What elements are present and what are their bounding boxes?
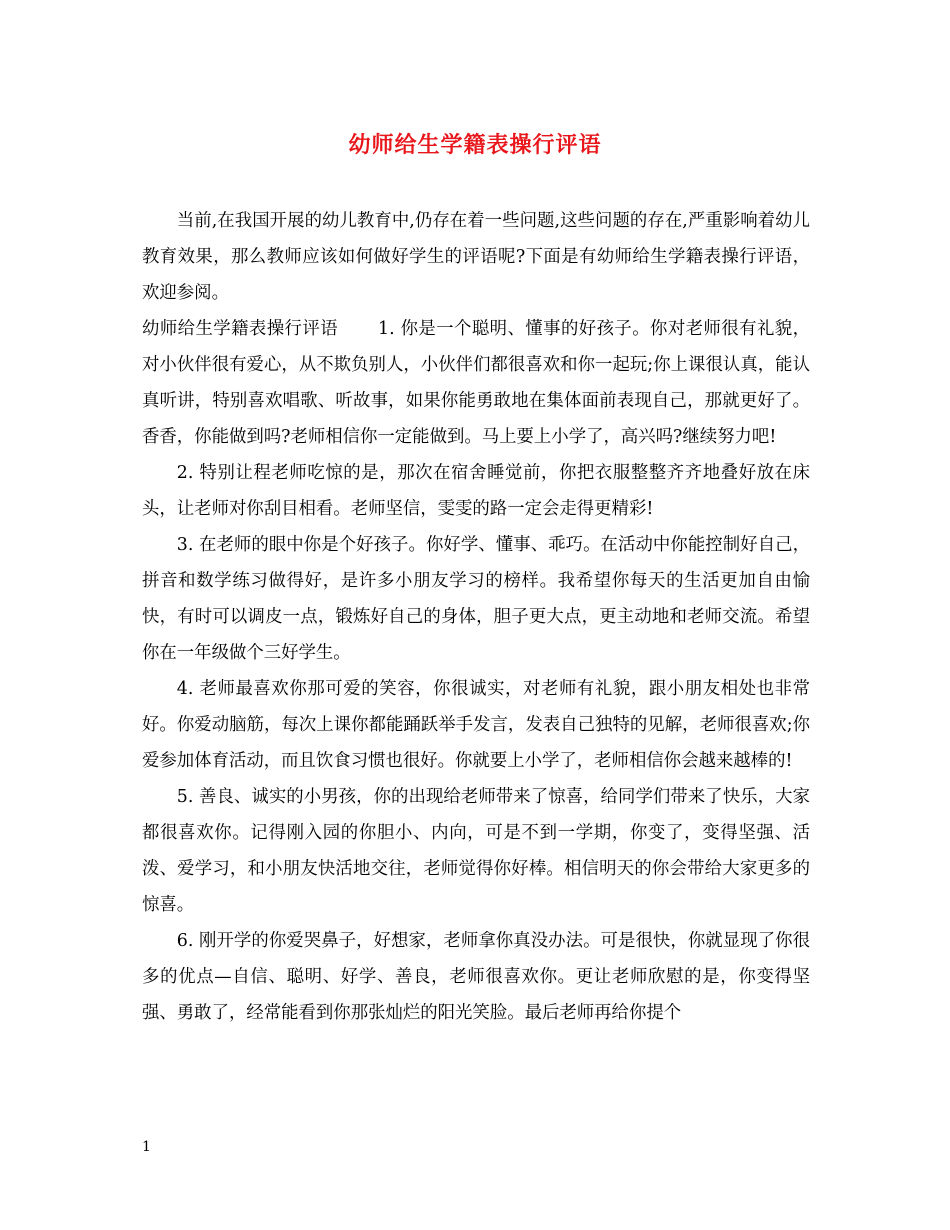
document-title: 幼师给生学籍表操行评语: [348, 132, 602, 158]
comment-item-6: 6. 刚开学的你爱哭鼻子，好想家，老师拿你真没办法。可是很快，你就显现了你很多的优点—自信、聪明、好学、善良，老师很喜欢你。更让老师欣慰的是，你变得坚强、勇敢了，经常能看到你那张灿烂的阳光笑脸。最后老师再给你提个: [142, 931, 810, 1023]
comment-item-3: 3. 在老师的眼中你是个好孩子。你好学、懂事、乖巧。在活动中你能控制好自己，拼音和数学练习做得好，是许多小朋友学习的榜样。我希望你每天的生活更加自由愉快，有时可以调皮一点，锻炼好自己的身体，胆子更大点，更主动地和老师交流。希望你在一年级做个三好学生。: [142, 535, 810, 663]
section-heading: 幼师给生学籍表操行评语: [142, 319, 339, 339]
first-comment-paragraph: [142, 311, 810, 455]
comment-item-2: 2. 特别让程老师吃惊的是，那次在宿舍睡觉前，你把衣服整整齐齐地叠好放在床头，让老师对你刮目相看。老师坚信，雯雯的路一定会走得更精彩!: [142, 463, 810, 519]
page-number: 1: [142, 1139, 151, 1155]
intro-paragraph: 当前,在我国开展的幼儿教育中,仍存在着一些问题,这些问题的存在,严重影响着幼儿教育效果，那么教师应该如何做好学生的评语呢?下面是有幼师给生学籍表操行评语，欢迎参阅。: [142, 211, 810, 303]
comment-item-1: 1. 你是一个聪明、懂事的好孩子。你对老师很有礼貌，对小伙伴很有爱心，从不欺负别人，小伙伴们都很喜欢和你一起玩;你上课很认真，能认真听讲，特别喜欢唱歌、听故事，如果你能勇敢地在集体面前表现自己，那就更好了。香香，你能做到吗?老师相信你一定能做到。马上要上小学了，高兴吗?继续努力吧!: [142, 319, 810, 447]
document-body: [142, 203, 810, 1031]
comment-item-4: 4. 老师最喜欢你那可爱的笑容，你很诚实，对老师有礼貌，跟小朋友相处也非常好。你爱动脑筋，每次上课你都能踊跃举手发言，发表自己独特的见解，老师很喜欢;你爱参加体育活动，而且饮食习惯也很好。你就要上小学了，老师相信你会越来越棒的!: [142, 679, 810, 771]
comment-item-5: 5. 善良、诚实的小男孩，你的出现给老师带来了惊喜，给同学们带来了快乐，大家都很喜欢你。记得刚入园的你胆小、内向，可是不到一学期，你变了，变得坚强、活泼、爱学习，和小朋友快活地交往，老师觉得你好棒。相信明天的你会带给大家更多的惊喜。: [142, 787, 810, 915]
